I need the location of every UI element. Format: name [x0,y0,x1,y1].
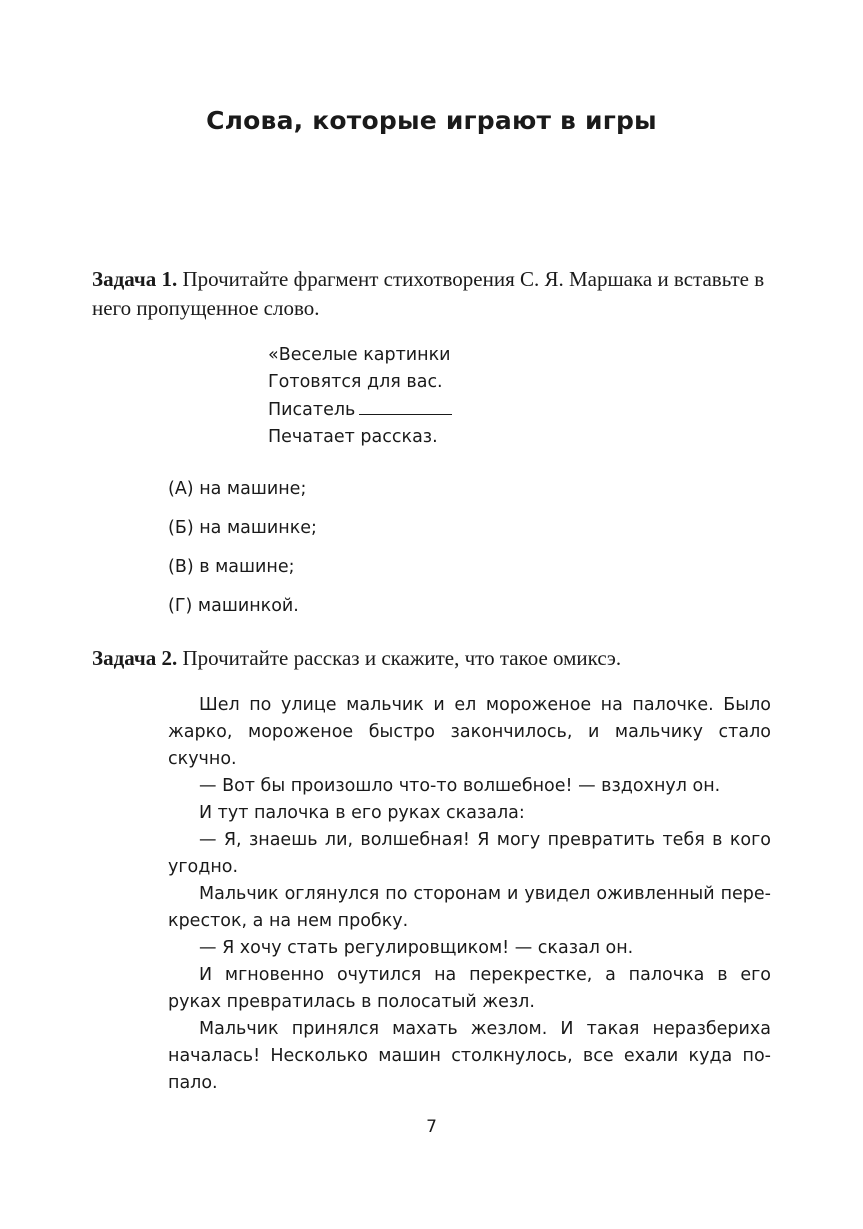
story-text [168,692,771,1097]
task-2-label: Задача 2. [92,646,178,670]
task-1-text: Прочитайте фрагмент стихотворения С. Я. Маршака и вставьте в него пропущенное слово. [92,267,765,320]
story-paragraph: — Вот бы произошло что-то волшебное! — вздохнул он. [199,776,721,796]
task-1 [92,265,772,323]
story-paragraph: Мальчик принялся махать жезлом. И такая неразбериха началась! Несколько машин столкнулось, все ехали куда попало. [168,1019,771,1093]
task-2 [92,644,772,673]
page-number: 7 [426,1117,437,1137]
page-title: Слова, которые играют в игры [206,106,657,135]
poem-fragment [268,342,452,451]
poem-line-3-text: Писатель [268,400,356,420]
option-c: (В) в машине; [168,557,295,577]
poem-line-3 [268,396,452,424]
story-paragraph: Мальчик оглянулся по сторонам и увидел оживленный перекресток, а на нем пробку. [168,884,771,931]
answer-blank [359,396,452,415]
poem-line-1: «Веселые картинки [268,345,451,365]
story-paragraph: И тут палочка в его руках сказала: [199,803,525,823]
task-2-text: Прочитайте рассказ и скажите, что такое омиксэ. [177,646,622,670]
poem-line-2: Готовятся для вас. [268,372,443,392]
option-a: (А) на машине; [168,479,307,499]
story-paragraph: И мгновенно очутился на перекрестке, а палочка в его руках превратилась в полосатый жезл. [168,965,771,1012]
poem-line-4: Печатает рассказ. [268,427,438,447]
option-b: (Б) на машинке; [168,518,317,538]
task-1-label: Задача 1. [92,267,178,291]
story-paragraph: Шел по улице мальчик и ел мороженое на палочке. Было жарко, мороженое быстро закончилось, и мальчику стало скучно. [168,695,771,769]
story-paragraph: — Я, знаешь ли, волшебная! Я могу превратить тебя в кого угодно. [168,830,771,877]
option-d: (Г) машинкой. [168,596,299,616]
answer-options [168,476,317,632]
story-paragraph: — Я хочу стать регулировщиком! — сказал он. [199,938,634,958]
